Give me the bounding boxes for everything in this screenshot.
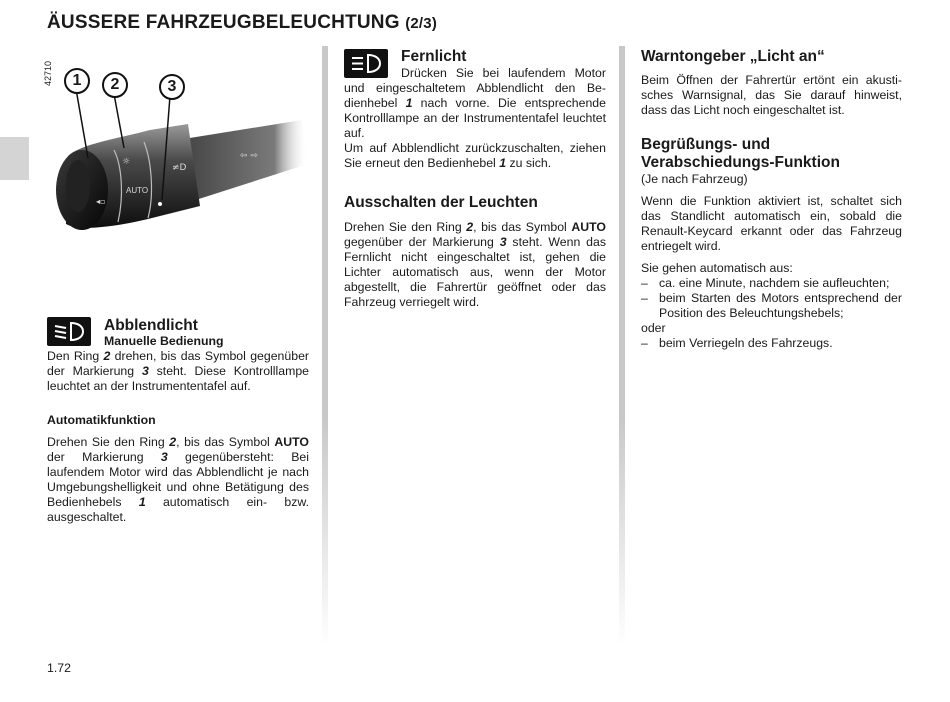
svg-text:◂▫: ◂▫ xyxy=(96,197,106,206)
high-beam-heading: Fernlicht xyxy=(401,48,467,65)
text: , bis das Symbol xyxy=(176,435,275,449)
auto-function-text xyxy=(47,435,309,525)
column-1 xyxy=(47,349,309,525)
welcome-function-text: Wenn die Funktion aktiviert ist, schaltet sich das Standlicht automatisch ein, sobald die Renault-Keycard erkannt oder das Fahrzeug entriegelt wird. xyxy=(641,194,902,253)
or-text: oder xyxy=(641,321,666,335)
low-beam-heading: Abblendlicht xyxy=(104,317,198,334)
page-number: 1.72 xyxy=(47,661,71,675)
svg-text:⇦ ⇨: ⇦ ⇨ xyxy=(240,151,258,161)
page-title xyxy=(47,12,437,34)
light-stalk-figure xyxy=(40,46,310,246)
figure-ref-number: 42710 xyxy=(43,60,53,86)
page-title-suffix: (2/3) xyxy=(405,15,438,32)
list-item: – beim Starten des Motors entsprechend der Position des Beleuchtungshebels; xyxy=(641,291,902,321)
ref-1: 1 xyxy=(138,495,146,509)
auto-off-list-2 xyxy=(641,336,902,351)
ref-2: 2 xyxy=(103,349,111,363)
text: Drehen Sie den Ring xyxy=(344,220,467,234)
column-divider xyxy=(619,46,625,646)
callout-2: 2 xyxy=(102,72,128,98)
svg-text:☼: ☼ xyxy=(122,157,131,167)
text: der Markierung xyxy=(47,450,161,464)
page-title-text: ÄUSSERE FAHRZEUGBELEUCHTUNG xyxy=(47,12,400,33)
warning-tone-text: Beim Öffnen der Fahrertür ertönt ein akustisches Warnsignal, das Sie darauf hinweist, dass das Licht noch eingeschaltet ist. xyxy=(641,73,902,117)
column-2 xyxy=(344,66,606,310)
text: gegenüber der Markierung xyxy=(344,235,500,249)
list-item: – beim Verriegeln des Fahrzeugs. xyxy=(641,336,902,351)
list-item: – ca. eine Minute, nachdem sie aufleuchten; xyxy=(641,276,902,291)
text: drehen, bis das Symbol gegenüber der Markierung xyxy=(47,349,309,378)
stalk-auto-label: AUTO xyxy=(126,186,149,195)
low-beam-icon xyxy=(47,317,91,346)
column-divider xyxy=(322,46,328,646)
text: Den Ring xyxy=(47,349,104,363)
column-3 xyxy=(641,48,902,351)
high-beam-return-text xyxy=(344,141,606,171)
lights-off-text xyxy=(344,220,606,310)
auto-off-intro: Sie gehen automatisch aus: xyxy=(641,261,793,275)
text: automatisch ein- bzw. ausgeschaltet. xyxy=(47,495,309,524)
auto-symbol: AUTO xyxy=(571,220,606,234)
auto-symbol: AUTO xyxy=(274,435,309,449)
text: nach vorne. Die entsprechende Kontrolllampe an der Instrumententafel leuchtet auf. xyxy=(344,96,606,140)
welcome-function-heading: Begrüßungs- und Verabschiedungs-Funktion xyxy=(641,136,840,171)
text: , bis das Symbol xyxy=(473,220,572,234)
ref-2: 2 xyxy=(169,435,177,449)
lights-off-heading: Ausschalten der Leuchten xyxy=(344,194,538,211)
callout-3: 3 xyxy=(159,74,185,100)
low-beam-text xyxy=(47,349,309,394)
ref-1: 1 xyxy=(499,156,507,170)
auto-off-list xyxy=(641,276,902,321)
svg-text:≠D: ≠D xyxy=(172,163,187,173)
warning-tone-heading: Warntongeber „Licht an“ xyxy=(641,48,825,65)
low-beam-subheading: Manuelle Bedienung xyxy=(104,334,224,348)
chapter-tab xyxy=(0,137,29,180)
high-beam-text xyxy=(344,66,606,141)
text: Um auf Abblendlicht zurückzuschalten, ziehen Sie erneut den Bedienhebel xyxy=(344,141,606,170)
text: Drücken Sie bei laufendem Motor und eingeschaltetem Abblendlicht den Bedienhebel xyxy=(344,66,606,110)
text: steht. Wenn das Fernlicht nicht eingeschaltet ist, gehen die Lichter automatisch aus, wenn der Motor abgestellt, die Fahrertür geöffnet oder das Fahrzeug verriegelt wird. xyxy=(344,235,606,309)
text: Drehen Sie den Ring xyxy=(47,435,170,449)
text: gegenübersteht: Bei laufendem Motor wird das Abblendlicht je nach Umgebungshelligkeit und ohne Betätigung des Bedienhebels xyxy=(47,450,309,509)
text: zu sich. xyxy=(506,156,552,170)
welcome-function-note: (Je nach Fahrzeug) xyxy=(641,172,748,186)
text: steht. Diese Kontrolllampe leuchtet an der Instrumententafel auf. xyxy=(47,364,309,393)
auto-function-heading: Automatikfunktion xyxy=(47,413,156,427)
ref-3: 3 xyxy=(141,364,149,378)
ref-1: 1 xyxy=(405,96,413,110)
callout-1: 1 xyxy=(64,68,90,94)
ref-3: 3 xyxy=(160,450,168,464)
ref-2: 2 xyxy=(466,220,474,234)
ref-3: 3 xyxy=(499,235,507,249)
